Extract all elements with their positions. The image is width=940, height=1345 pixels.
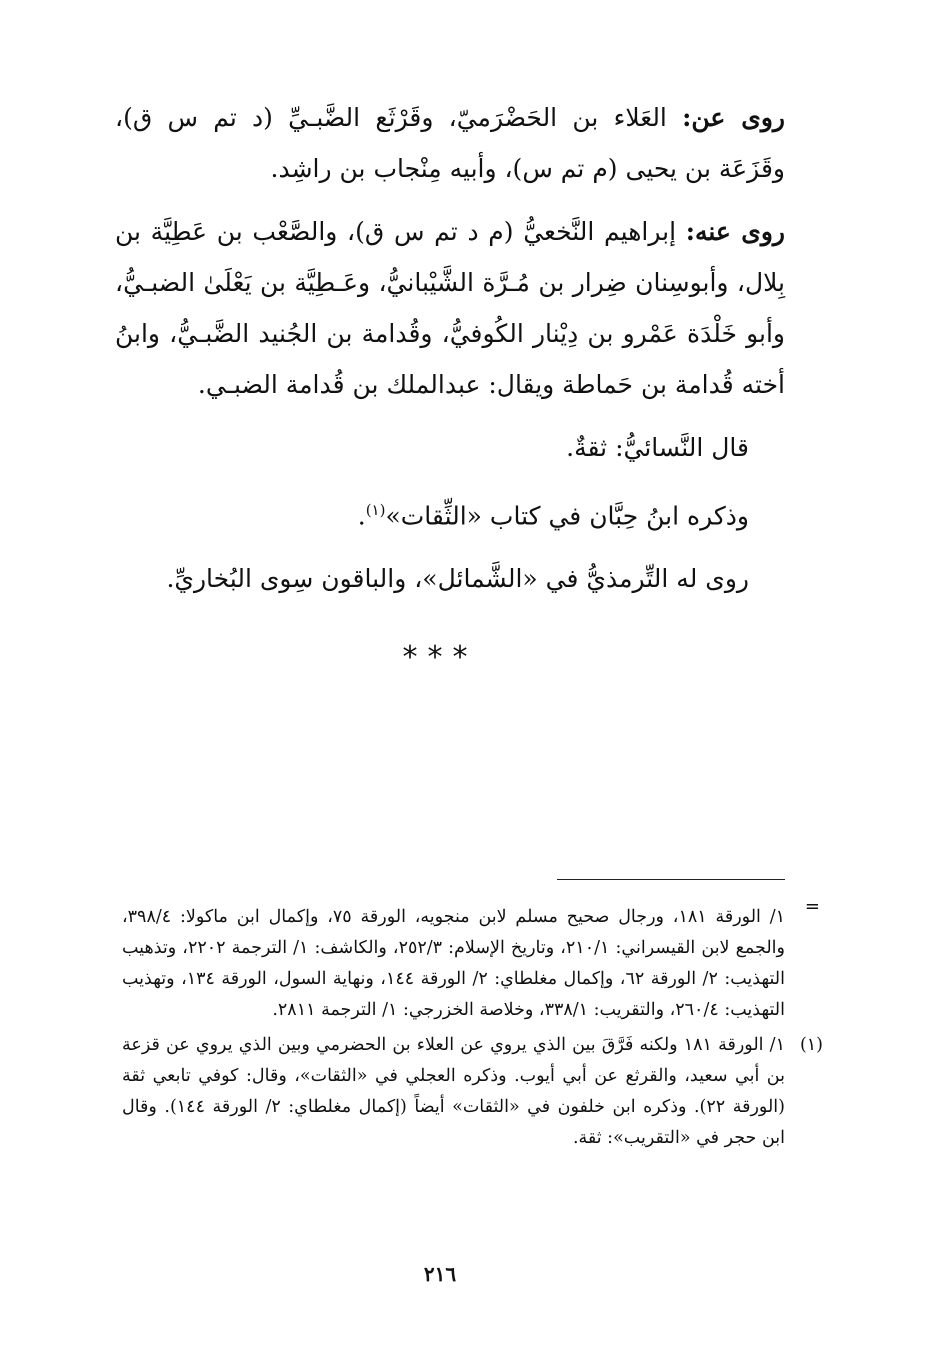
ibn-hibban-text: وذكره ابنُ حِبَّان في كتاب «الثِّقات» — [385, 501, 749, 531]
nasai-statement: قال النَّسائيُّ: ثقةٌ. — [566, 433, 749, 462]
footnote-rule — [557, 879, 785, 880]
page-number: ٢١٦ — [423, 1262, 457, 1286]
narrated-by-text: إبراهيم النَّخعيُّ (م د تم س ق)، والصَّعْب بن عَطِيَّة بن بِلال، وأبوسِنان ضِرار بن مُـرَّة الشَّيْبانيُّ، وعَـطِيَّة بن يَعْلَىٰ الضبـيُّ، وأبو خَلْدَة عَمْرو بن دِيْنار الكُوفيُّ، وقُدامة بن الجُنيد الضَّبـيُّ، وابنُ أخته قُدامة بن حَماطة ويقال: عبدالملك بن قُدامة الضبـي. — [115, 217, 785, 399]
continuation-mark: = — [804, 896, 820, 917]
footnote-continuation: ١/ الورقة ١٨١، ورجال صحيح مسلم لابن منجويه، الورقة ٧٥، وإكمال ابن ماكولا: ٣٩٨/٤، والجمع لابن القيسراني: ٢١٠/١، وتاريخ الإسلام: ٢٥٢/٣، والكاشف: ١/ الترجمة ٢٢٠٢، وتذهيب التهذيب: ٢/ الورقة ٦٢، وإكمال مغلطاي: ٢/ الورقة ١٤٤، ونهاية السول، الورقة ١٣٤، وتهذيب التهذيب: ٢٦٠/٤، والتقريب: ٣٣٨/١، وخلاصة الخزرجي: ١/ الترجمة ٢٨١١. — [122, 907, 785, 1020]
narrated-from-label: روى عن: — [682, 103, 786, 132]
narrated-from-paragraph — [115, 92, 785, 194]
tirmidhi-statement: روى له التِّرمذيُّ في «الشَّمائل»، والباقون سِوى البُخاريِّ. — [166, 564, 749, 594]
footnote-1-number: (١) — [799, 1035, 823, 1055]
ibn-hibban-statement — [115, 485, 785, 541]
biography-entry — [115, 92, 785, 604]
footnote-ref-1[interactable]: (١) — [365, 501, 386, 519]
section-separator: *** — [402, 640, 478, 675]
ibn-hibban-end: . — [357, 501, 366, 531]
footnotes — [122, 902, 823, 1154]
narrated-from-text: العَلاء بن الحَضْرَميّ، وقَرْثَع الضَّبـيِّ (د تم س ق)، وقَزَعَة بن يحيى (م تم س)، وأبيه مِنْجاب بن راشِد. — [115, 103, 785, 183]
narrated-by-label: روى عنه: — [685, 217, 785, 246]
footnote-1-text: ١/ الورقة ١٨١ ولكنه فَرَّقَ بين الذي يروي عن العلاء بن الحضرمي وبين الذي يروي عن قزعة بن أبي سعيد، والقرثع عن أبي أيوب. وذكره العجلي في «الثقات»، وقال: كوفي تابعي ثقة (الورقة ٢٢). وذكره ابن خلفون في «الثقات» أيضاً (إكمال مغلطاي: ٢/ الورقة ١٤٤). وقال ابن حجر في «التقريب»: ثقة. — [122, 1035, 785, 1148]
narrated-by-paragraph — [115, 206, 785, 410]
footnote-1 — [122, 1030, 823, 1154]
